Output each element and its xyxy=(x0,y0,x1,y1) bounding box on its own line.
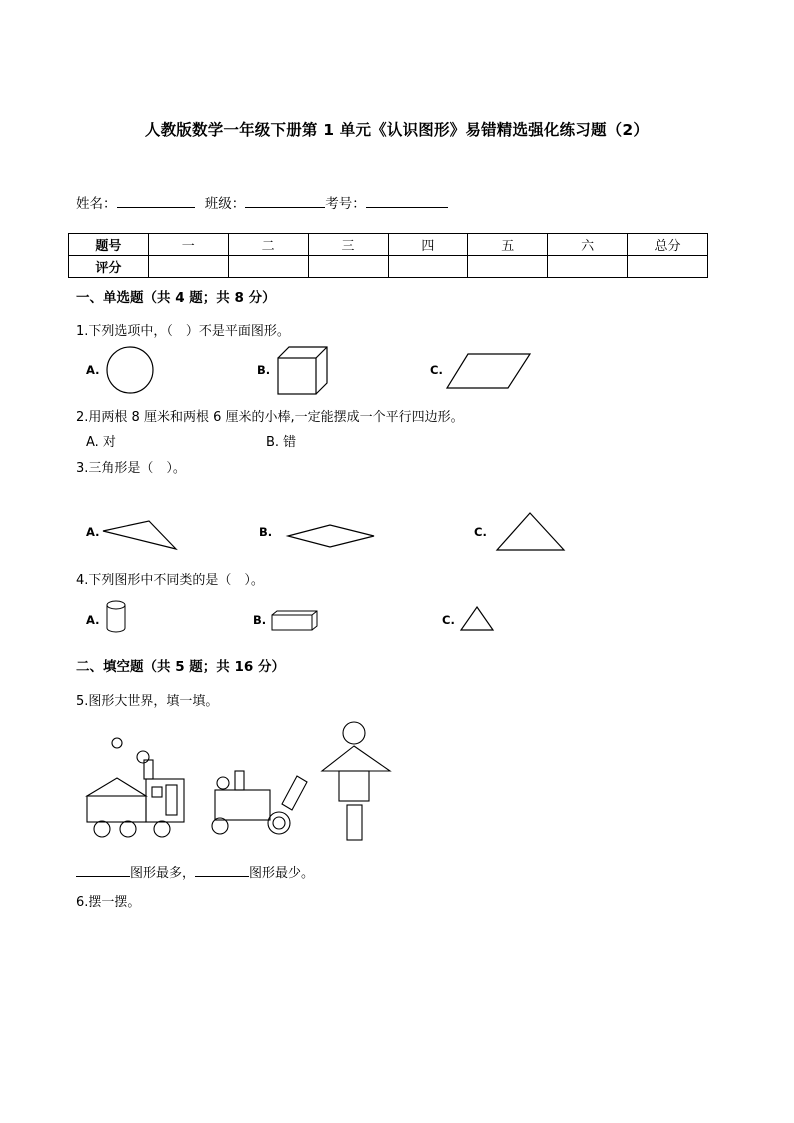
table-cell: 总分 xyxy=(628,234,708,256)
most-shape-blank[interactable] xyxy=(76,864,130,877)
q4-option-c[interactable]: C. xyxy=(442,613,455,627)
question-2-stem: 2.用两根 8 厘米和两根 6 厘米的小棒,一定能摆成一个平行四边形。 xyxy=(76,410,464,425)
question-6-stem: 6.摆一摆。 xyxy=(76,895,141,910)
table-cell: 六 xyxy=(548,234,628,256)
name-label: 姓名： xyxy=(76,196,117,212)
q2-option-b[interactable]: B. 错 xyxy=(266,435,297,450)
q1-option-c[interactable]: C. xyxy=(430,363,443,377)
exam-label: 考号： xyxy=(325,196,366,212)
exam-blank[interactable] xyxy=(366,195,448,208)
section-heading-2: 二、填空题（共 5 题；共 16 分） xyxy=(76,659,285,675)
score-cell[interactable] xyxy=(148,256,228,278)
table-cell: 一 xyxy=(148,234,228,256)
table-cell: 评分 xyxy=(69,256,149,278)
table-cell: 三 xyxy=(308,234,388,256)
q4-option-b[interactable]: B. xyxy=(253,613,267,627)
question-1-stem: 1.下列选项中，（ ）不是平面图形。 xyxy=(76,324,290,339)
q5-most-text: 图形最多， xyxy=(130,866,196,881)
cube-shape-icon xyxy=(277,346,329,396)
parallelogram-shape-icon xyxy=(446,353,532,389)
cuboid-shape-icon xyxy=(271,610,321,632)
question-3-stem: 3.三角形是（ ）。 xyxy=(76,461,186,476)
score-cell[interactable] xyxy=(308,256,388,278)
q3-option-c[interactable]: C. xyxy=(474,525,487,539)
table-cell: 五 xyxy=(468,234,548,256)
q2-option-a[interactable]: A. 对 xyxy=(86,435,116,450)
score-cell[interactable] xyxy=(468,256,548,278)
table-cell: 二 xyxy=(228,234,308,256)
question-5-stem: 5.图形大世界，填一填。 xyxy=(76,694,219,709)
least-shape-blank[interactable] xyxy=(195,864,249,877)
score-cell[interactable] xyxy=(628,256,708,278)
table-cell: 题号 xyxy=(69,234,149,256)
score-table xyxy=(68,233,708,278)
score-cell[interactable] xyxy=(548,256,628,278)
thin-triangle-shape-icon xyxy=(102,520,178,550)
q3-option-a[interactable]: A. xyxy=(86,525,100,539)
score-cell[interactable] xyxy=(228,256,308,278)
table-cell: 四 xyxy=(388,234,468,256)
question-4-stem: 4.下列图形中不同类的是（ ）。 xyxy=(76,573,264,588)
page-title: 人教版数学一年级下册第 1 单元《认识图形》易错精选强化练习题（2） xyxy=(144,121,650,139)
student-info-line xyxy=(76,192,448,212)
q4-option-a[interactable]: A. xyxy=(86,613,100,627)
cylinder-shape-icon xyxy=(106,600,128,634)
q3-option-b[interactable]: B. xyxy=(259,525,273,539)
score-table-header-row xyxy=(69,234,708,256)
shape-pictures-illustration xyxy=(80,716,400,846)
q1-option-b[interactable]: B. xyxy=(257,363,271,377)
score-table-score-row xyxy=(69,256,708,278)
class-label: 班级： xyxy=(204,196,246,212)
q1-option-a[interactable]: A. xyxy=(86,363,100,377)
circle-shape-icon xyxy=(106,346,154,394)
q5-answer-line xyxy=(76,862,314,881)
name-blank[interactable] xyxy=(117,195,195,208)
class-blank[interactable] xyxy=(245,195,325,208)
section-heading-1: 一、单选题（共 4 题；共 8 分） xyxy=(76,290,276,306)
rhombus-shape-icon xyxy=(287,524,377,548)
q5-least-text: 图形最少。 xyxy=(249,866,315,881)
score-cell[interactable] xyxy=(388,256,468,278)
small-triangle-shape-icon xyxy=(460,606,496,632)
triangle-shape-icon xyxy=(496,512,566,552)
